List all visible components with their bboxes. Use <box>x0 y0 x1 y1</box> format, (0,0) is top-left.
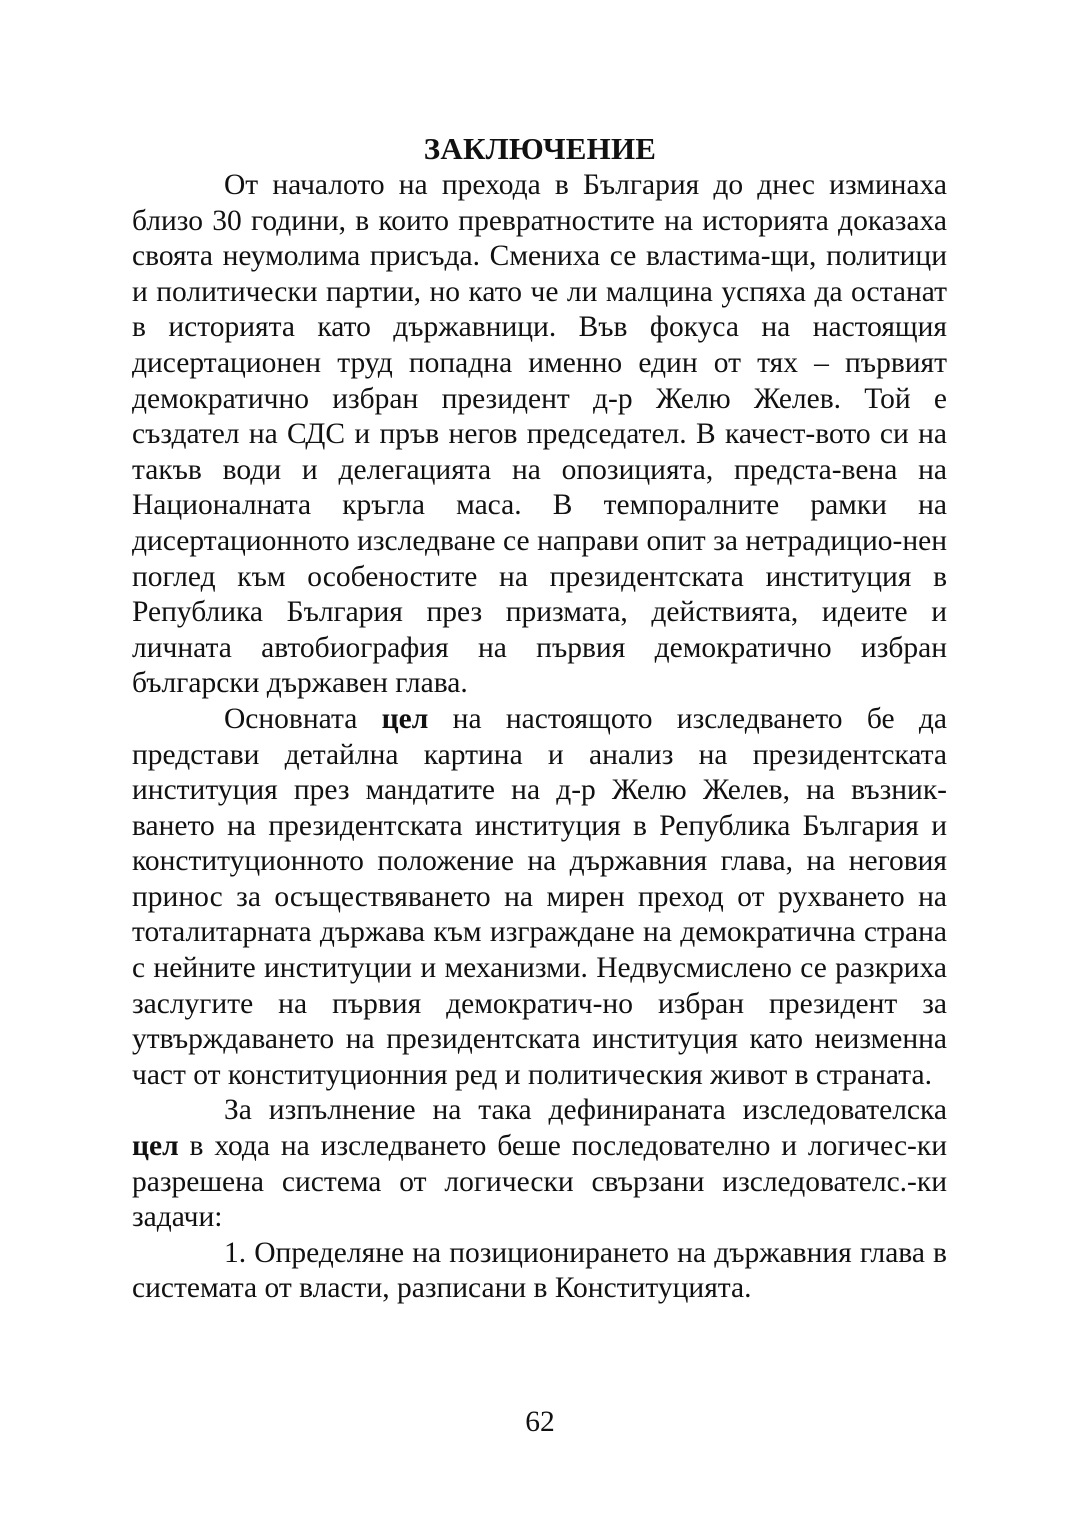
paragraph-tasks <box>132 1093 947 1235</box>
paragraph-intro: От началото на прехода в България до днес изминаха близо 30 години, в които превратностите на историята доказаха своята неумолима присъда. Смениха се властима-щи, политици и политически партии, но като че ли малцина успяха да останат в историята като държавници. Във фокуса на настоящия дисертационен труд попадна именно един от тях – първият демократично избран президент д-р Желю Желев. Той е създател на СДС и пръв негов председател. В качест-вото си на такъв води и делегацията на опозицията, предста-вена на Националната кръгла маса. В темпоралните рамки на дисертационното изследване се направи опит за нетрадицио-нен поглед към особеностите на президентската институция в Република България през призмата, действията, идеите и личната автобиография на първия демократично избран български държавен глава. <box>132 169 947 700</box>
paragraph-goal <box>132 702 947 1094</box>
goal-text-before: Основната <box>224 702 382 735</box>
chapter-title: ЗАКЛЮЧЕНИЕ <box>423 131 657 166</box>
goal-bold-word: цел <box>381 702 429 735</box>
tasks-text-after: в хода на изследването беше последователно и логичес-ки разрешена система от логически свързани изследователс.-ки задачи: <box>132 1130 947 1234</box>
page-number: 62 <box>525 1406 555 1438</box>
tasks-bold-word: цел <box>132 1130 179 1163</box>
goal-text-after: на настоящото изследването бе да представи детайлна картина и анализ на президентската институция през мандатите на д-р Желю Желев, на възник-ването на президентската институция в Република България и конституционното положение на държавния глава, на неговия принос за осъществяването на мирен преход от рухването на тоталитарната държава към изграждане на демократична страна с нейните институции и механизми. Недвусмислено се разкриха заслугите на първия демократич-но избран президент за утвърждаването на президентската институция като неизменна част от конституционния ред и политическия живот в страната. <box>132 702 948 1091</box>
paragraph-task-1: 1. Определяне на позиционирането на държавния глава в системата от власти, разписани в Конституцията. <box>132 1236 947 1305</box>
body-text <box>132 168 947 1307</box>
tasks-text-before: За изпълнение на така дефинираната изследователска <box>224 1094 947 1127</box>
